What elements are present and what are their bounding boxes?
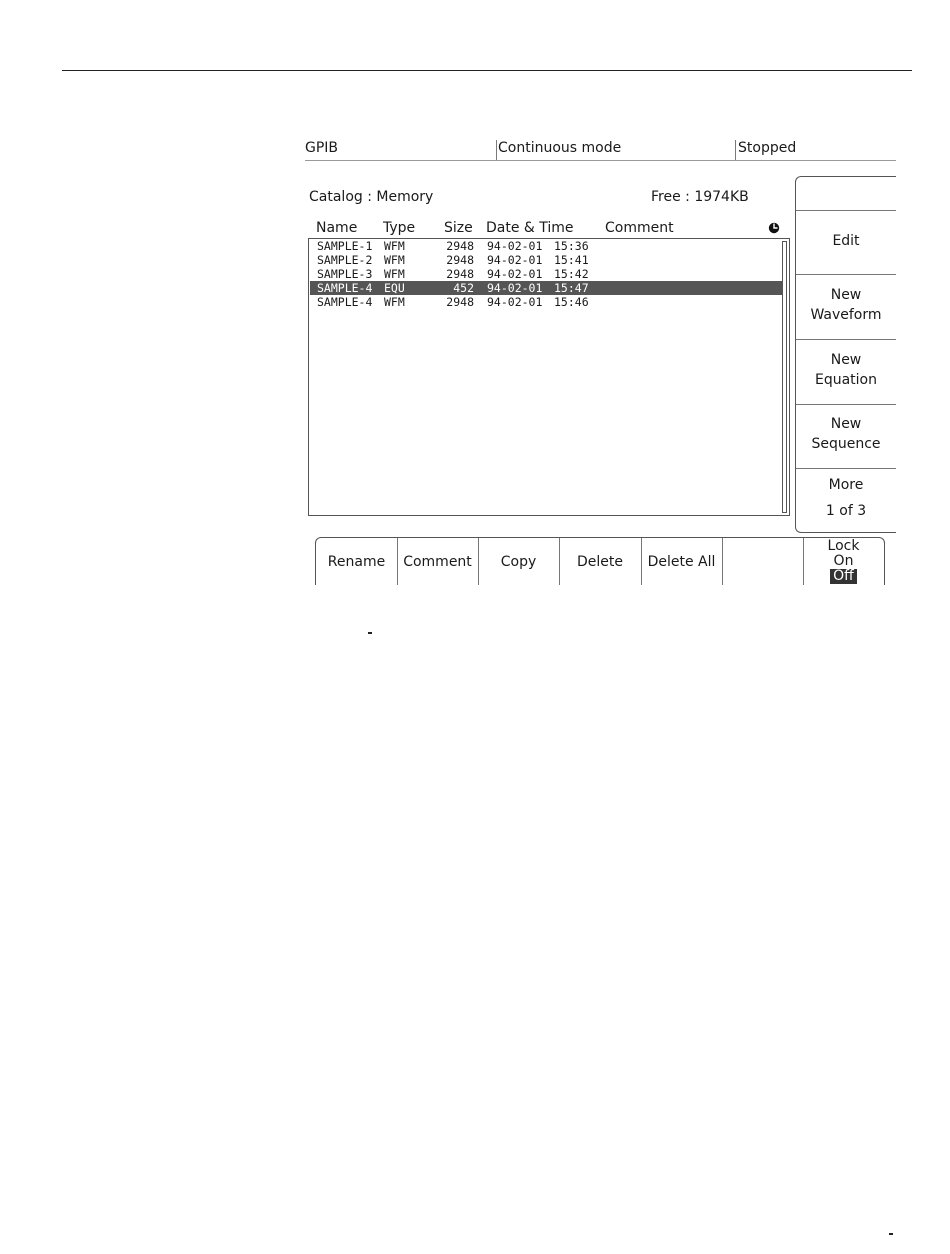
file-size: 452 (453, 281, 474, 295)
file-date: 94-02-01 (487, 281, 543, 295)
file-time: 15:41 (554, 253, 589, 267)
lock-label: Lock (827, 538, 860, 554)
list-item[interactable] (310, 239, 783, 253)
edit-button[interactable]: Edit (832, 233, 860, 249)
page-mark (368, 632, 372, 634)
side-menu-separator (796, 274, 896, 275)
column-header-date-time: Date & Time (486, 220, 574, 236)
knob-icon (768, 222, 780, 234)
file-size: 2948 (446, 253, 474, 267)
file-size: 2948 (446, 239, 474, 253)
list-scrollbar[interactable] (782, 241, 787, 513)
status-interface: GPIB (305, 140, 339, 156)
side-menu-separator (796, 339, 896, 340)
file-type: EQU (384, 281, 405, 295)
file-name: SAMPLE-2 (317, 253, 373, 267)
delete-all-button[interactable]: Delete All (647, 553, 716, 570)
file-date: 94-02-01 (487, 295, 543, 309)
file-time: 15:36 (554, 239, 589, 253)
lock-toggle-button[interactable] (803, 538, 884, 585)
side-menu (795, 176, 896, 533)
file-name: SAMPLE-4 (317, 295, 373, 309)
bottom-menu (315, 537, 885, 585)
lock-off-option-selected: Off (830, 569, 857, 584)
status-divider (496, 140, 497, 160)
file-type: WFM (384, 295, 405, 309)
file-type: WFM (384, 267, 405, 281)
file-time: 15:42 (554, 267, 589, 281)
copy-button[interactable]: Copy (500, 553, 537, 570)
file-name: SAMPLE-1 (317, 239, 373, 253)
list-item[interactable] (310, 253, 783, 267)
new-waveform-label-2: Waveform (810, 307, 882, 323)
column-header-type: Type (383, 220, 416, 236)
empty-menu-slot (722, 538, 803, 585)
side-menu-separator (796, 404, 896, 405)
file-name: SAMPLE-4 (317, 281, 373, 295)
file-type: WFM (384, 253, 405, 267)
file-date: 94-02-01 (487, 239, 543, 253)
new-sequence-label-2: Sequence (811, 436, 881, 452)
file-date: 94-02-01 (487, 267, 543, 281)
status-mode: Continuous mode (498, 140, 622, 156)
catalog-title: Catalog : Memory (309, 189, 434, 205)
column-header-name: Name (316, 220, 358, 236)
side-menu-separator (796, 210, 896, 211)
file-name: SAMPLE-3 (317, 267, 373, 281)
lock-on-option: On (833, 553, 854, 569)
page-top-rule (62, 70, 912, 71)
column-header-size: Size (444, 220, 473, 236)
new-sequence-label-1: New (830, 416, 862, 432)
status-divider (735, 140, 736, 160)
file-size: 2948 (446, 295, 474, 309)
new-waveform-label-1: New (830, 287, 862, 303)
side-menu-separator (796, 468, 896, 469)
page-mark (889, 1233, 893, 1235)
column-header-comment: Comment (605, 220, 674, 236)
file-size: 2948 (446, 267, 474, 281)
rename-button[interactable]: Rename (327, 553, 386, 570)
new-equation-label-2: Equation (814, 372, 877, 388)
file-time: 15:47 (554, 281, 589, 295)
more-page-indicator: 1 of 3 (825, 503, 867, 519)
list-item[interactable] (310, 267, 783, 281)
file-type: WFM (384, 239, 405, 253)
status-run-state: Stopped (738, 140, 797, 156)
free-memory: Free : 1974KB (651, 189, 749, 205)
status-underline (305, 160, 896, 161)
catalog-file-list[interactable] (308, 238, 790, 516)
file-time: 15:46 (554, 295, 589, 309)
more-label: More (828, 477, 864, 493)
list-item-selected[interactable] (310, 281, 783, 295)
file-date: 94-02-01 (487, 253, 543, 267)
comment-button[interactable]: Comment (403, 553, 472, 570)
new-equation-label-1: New (830, 352, 862, 368)
list-item[interactable] (310, 295, 783, 309)
delete-button[interactable]: Delete (577, 553, 623, 570)
